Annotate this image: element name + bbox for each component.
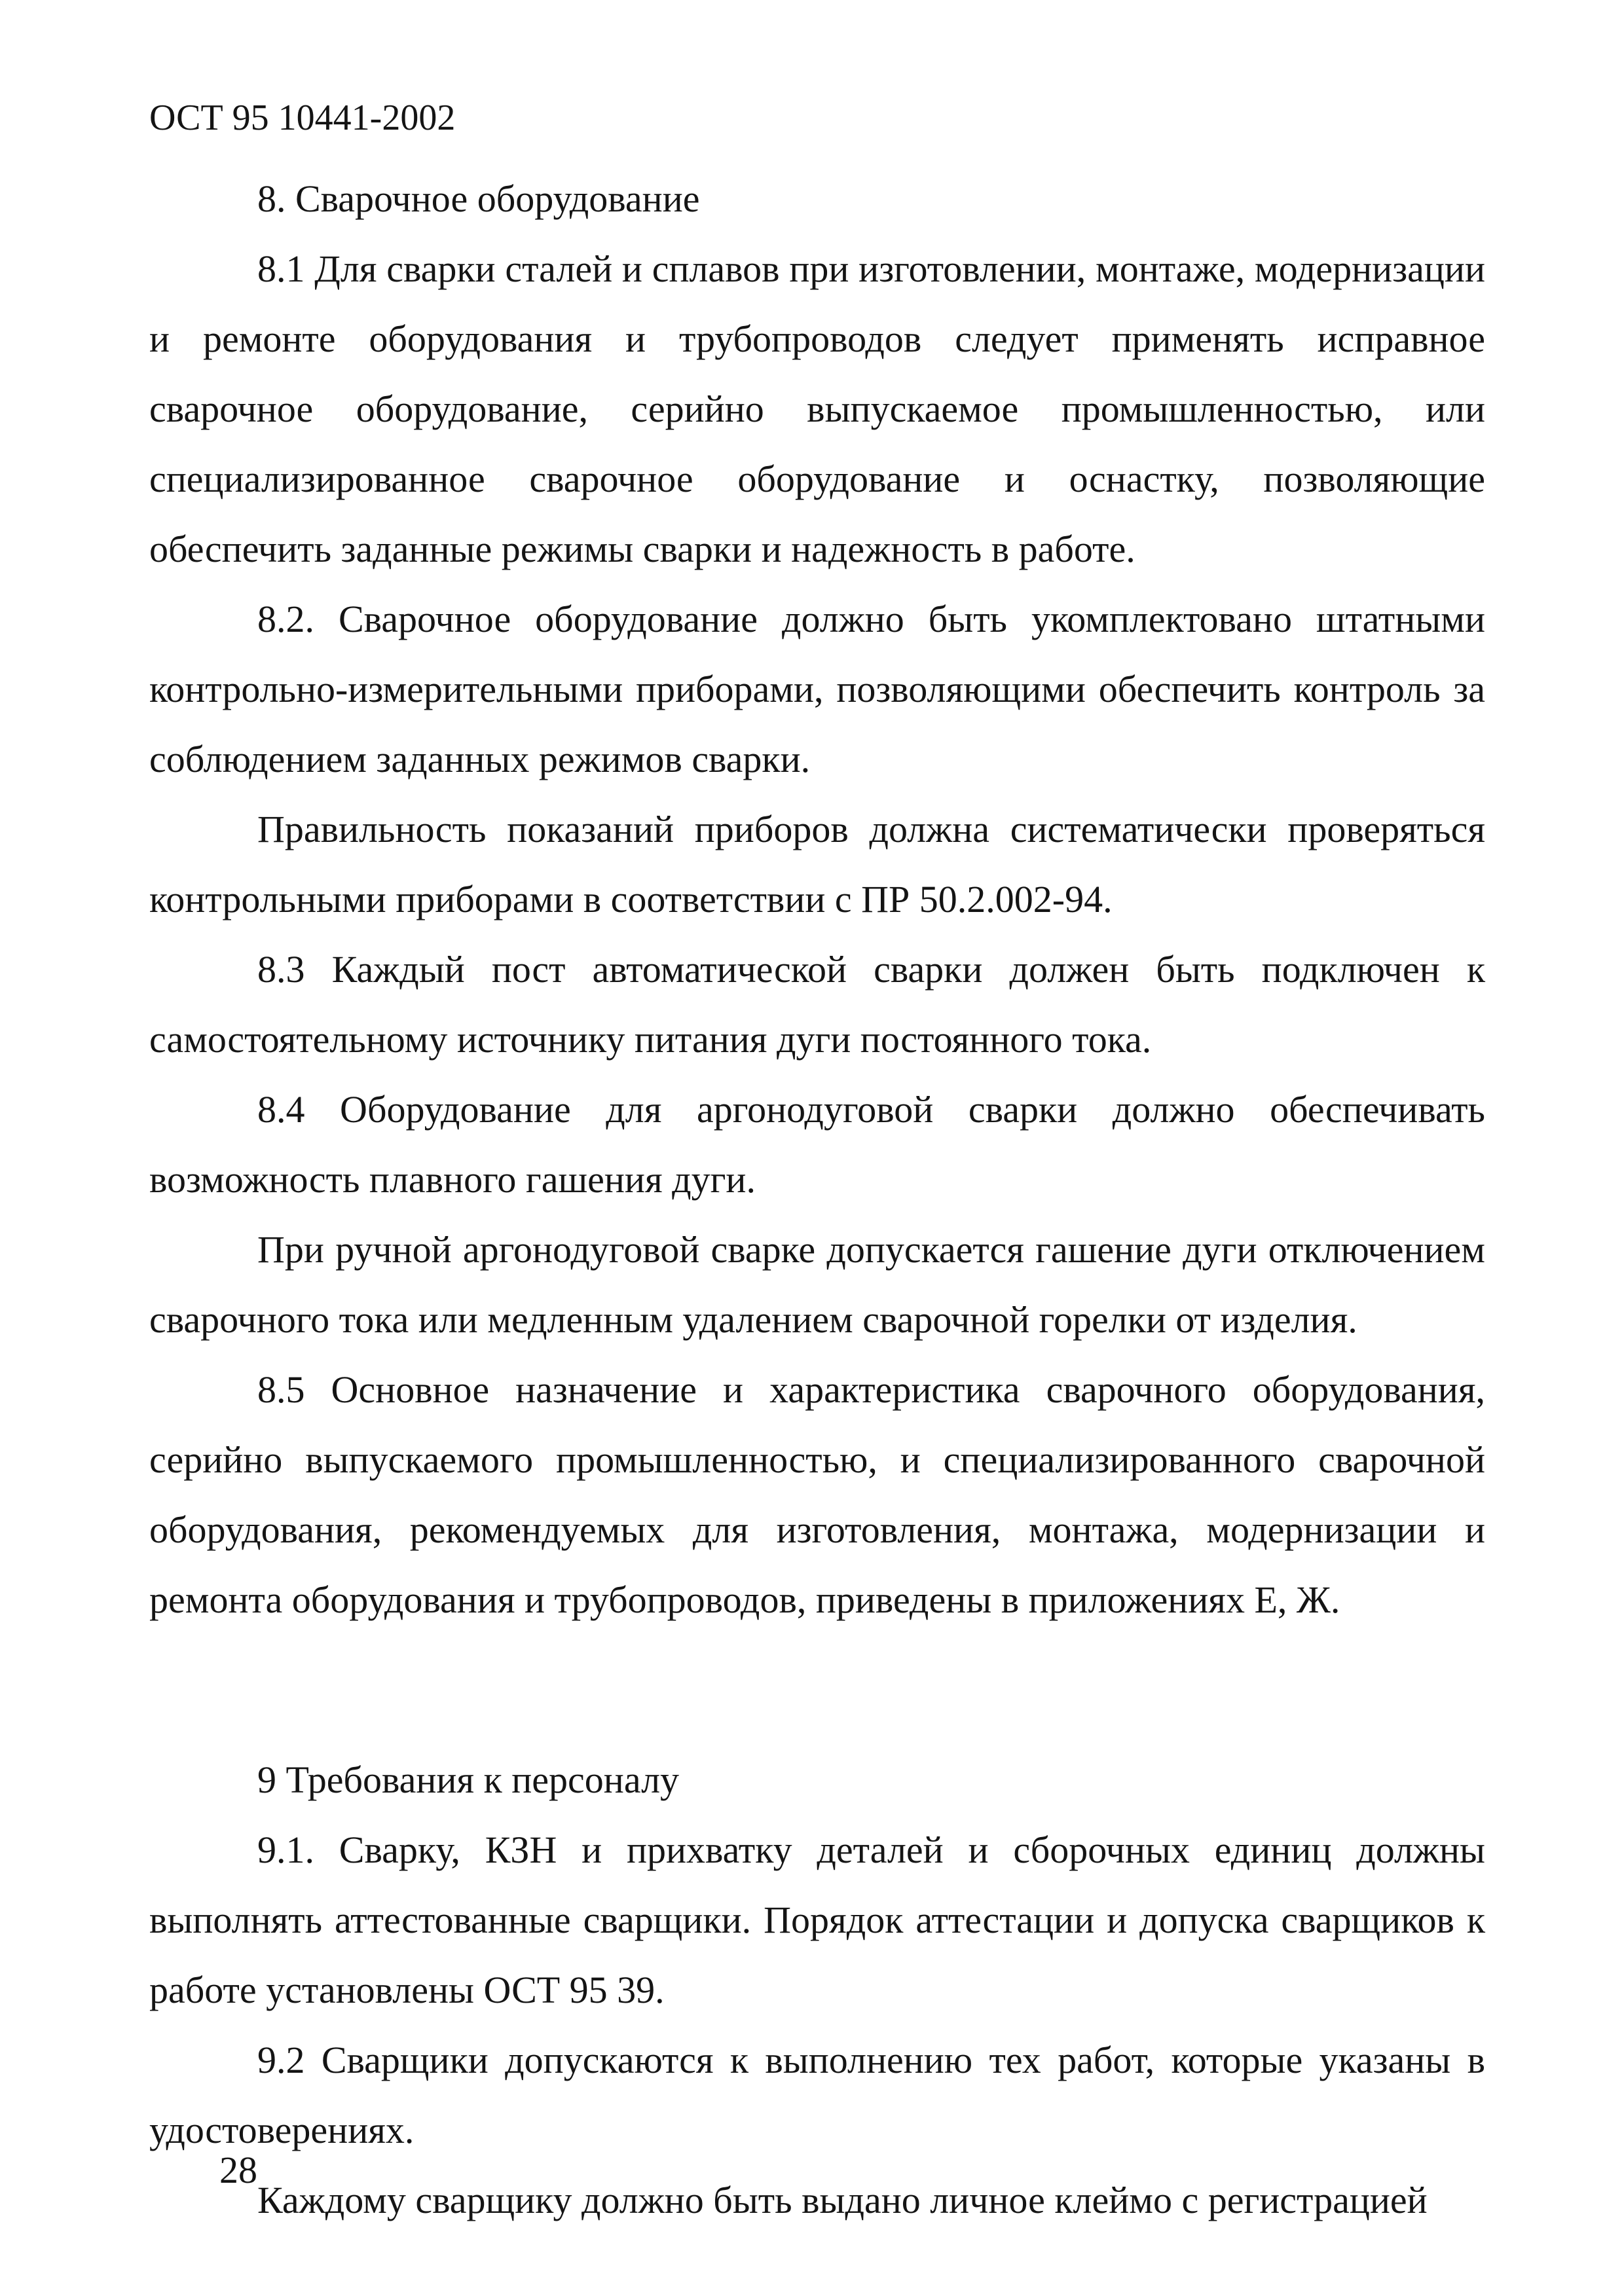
paragraph-8-2: 8.2. Сварочное оборудование должно быть укомплектовано штатными контрольно-измерительными приборами, позволяющими обеспечить контроль за соблюдением заданных режимов сварки. <box>149 598 1485 780</box>
document-code: ОСТ 95 10441-2002 <box>149 98 456 138</box>
section-9-heading: 9 Требования к персоналу <box>257 1758 680 1801</box>
section-divider-space <box>149 1635 1485 1745</box>
paragraph-personal-stamp: Каждому сварщику должно быть выдано личное клеймо с регистрацией <box>257 2179 1428 2221</box>
paragraph-8-1: 8.1 Для сварки сталей и сплавов при изготовлении, монтаже, модернизации и ремонте оборудования и трубопроводов следует применять исправное сварочное оборудование, серийно выпускаемое промышленностью, или специализированное сварочное оборудование и оснастку, позволяющие обеспечить заданные режимы сварки и надежность в работе. <box>149 247 1485 570</box>
paragraph-9-1: 9.1. Сварку, КЗН и прихватку деталей и сборочных единиц должны выполнять аттестованные сварщики. Порядок аттестации и допуска сварщиков к работе установлены ОСТ 95 39. <box>149 1829 1485 2011</box>
page-body <box>149 164 1485 2235</box>
paragraph-8-4: 8.4 Оборудование для аргонодуговой сварки должно обеспечивать возможность плавного гашения дуги. <box>149 1088 1485 1201</box>
paragraph-8-5: 8.5 Основное назначение и характеристика сварочного оборудования, серийно выпускаемого промышленностью, и специализированного сварочной оборудования, рекомендуемых для изготовления, монтажа, модернизации и ремонта оборудования и трубопроводов, приведены в приложениях Е, Ж. <box>149 1368 1485 1621</box>
section-8-heading: 8. Сварочное оборудование <box>257 177 700 220</box>
paragraph-8-3: 8.3 Каждый пост автоматической сварки должен быть подключен к самостоятельному источнику питания дуги постоянного тока. <box>149 948 1485 1061</box>
paragraph-9-2: 9.2 Сварщики допускаются к выполнению тех работ, которые указаны в удостоверениях. <box>149 2039 1485 2151</box>
page-number: 28 <box>219 2149 257 2191</box>
paragraph-manual-arc-extinction: При ручной аргонодуговой сварке допускается гашение дуги отключением сварочного тока или медленным удалением сварочной горелки от изделия. <box>149 1228 1485 1341</box>
paragraph-instrument-accuracy: Правильность показаний приборов должна систематически проверяться контрольными приборами в соответствии с ПР 50.2.002-94. <box>149 808 1485 920</box>
